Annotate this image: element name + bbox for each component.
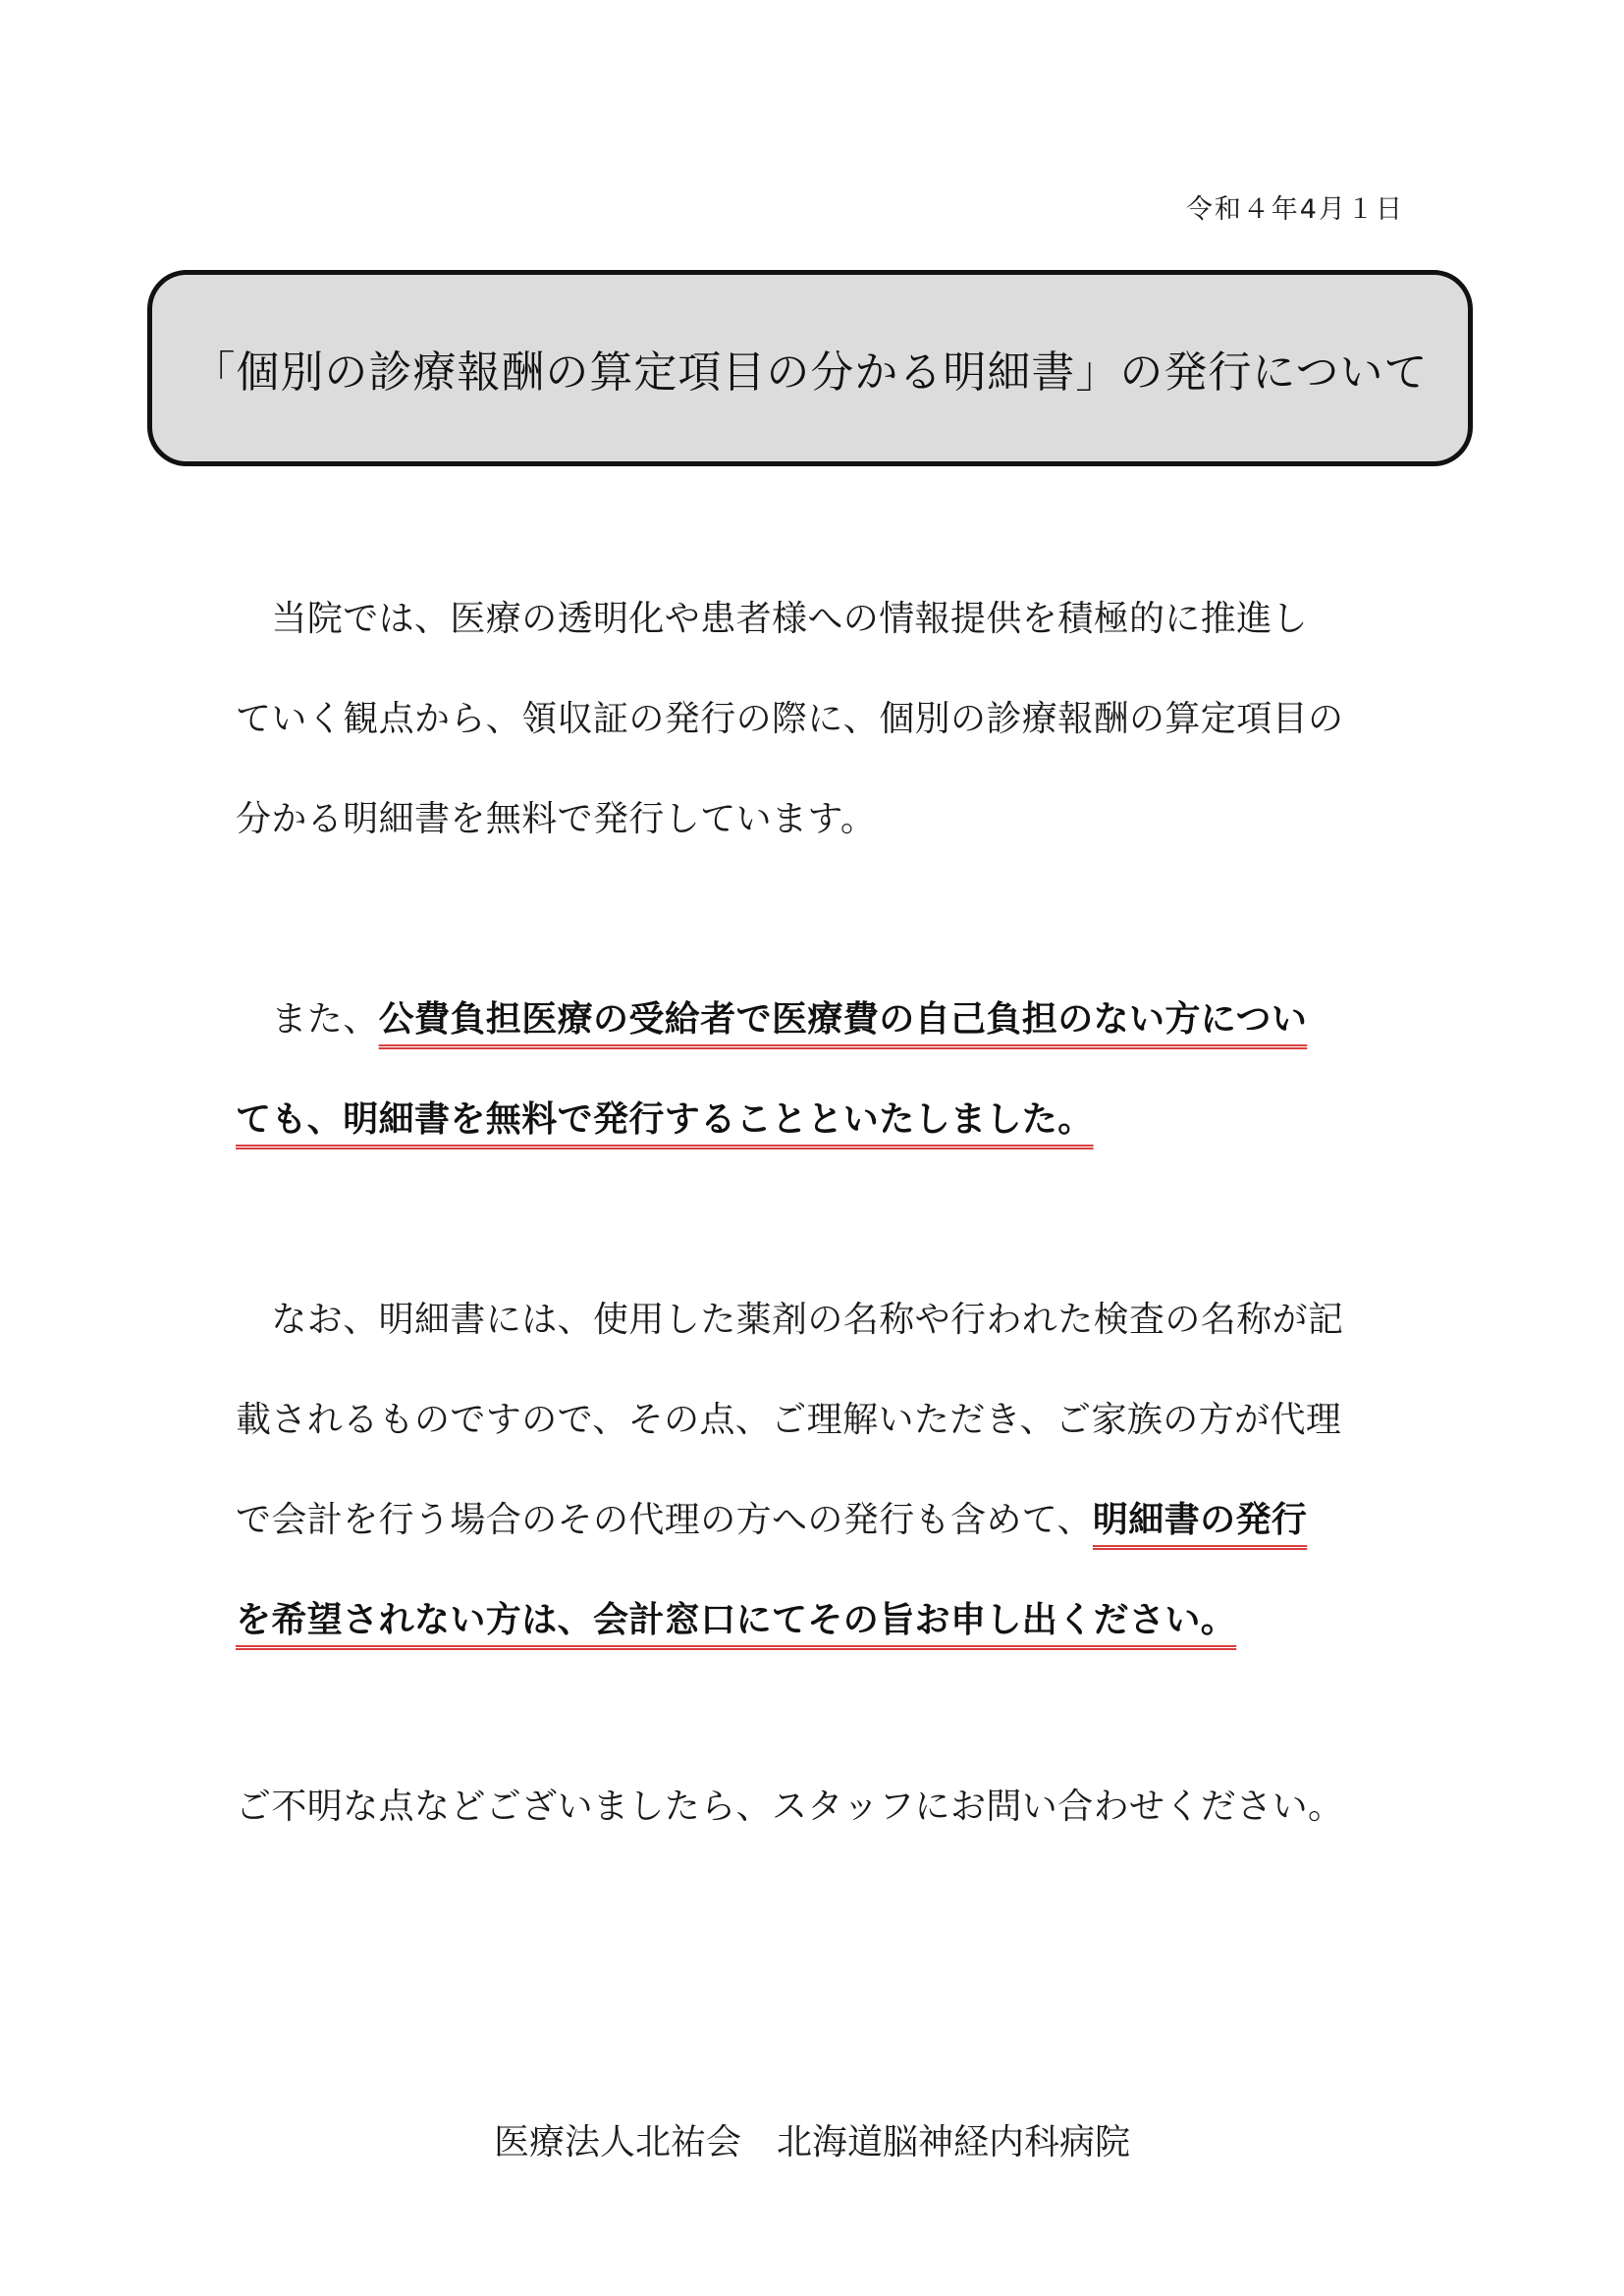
hospital-name: 医療法人北祐会 北海道脳神経内科病院 <box>493 2122 1130 2163</box>
paragraph-intro <box>236 569 1404 870</box>
paragraph-line: ご不明な点などございましたら、スタッフにお問い合わせください。 <box>236 1787 1344 1827</box>
document-date: 令和４年4月１日 <box>1185 194 1404 225</box>
paragraph-line: 載されるものですので、その点、ご理解いただき、ご家族の方が代理 <box>236 1400 1342 1440</box>
highlighted-text: ても、明細書を無料で発行することといたしました。 <box>236 1099 1094 1140</box>
paragraph-line <box>236 1571 1404 1671</box>
paragraph-line: 当院では、医療の透明化や患者様への情報提供を積極的に推進し <box>236 599 1309 639</box>
highlighted-text: を希望されない方は、会計窓口にてその旨お申し出ください。 <box>236 1600 1237 1640</box>
paragraph-line: 分かる明細書を無料で発行しています。 <box>236 799 877 839</box>
paragraph-text: で会計を行う場合のその代理の方への発行も含めて、 <box>236 1500 1093 1540</box>
title-box <box>147 270 1473 466</box>
paragraph-contact <box>236 1757 1404 1857</box>
paragraph-public-expense <box>236 970 1404 1170</box>
paragraph-line <box>236 1470 1404 1571</box>
paragraph-opt-out <box>236 1270 1404 1671</box>
paragraph-line <box>236 970 1404 1070</box>
paragraph-line: ていく観点から、領収証の発行の際に、個別の診療報酬の算定項目の <box>236 699 1344 739</box>
paragraph-line: なお、明細書には、使用した薬剤の名称や行われた検査の名称が記 <box>236 1300 1344 1340</box>
highlighted-text: 公費負担医療の受給者で医療費の自己負担のない方につい <box>378 999 1308 1040</box>
highlighted-text: 明細書の発行 <box>1092 1500 1308 1540</box>
paragraph-text: また、 <box>236 999 379 1040</box>
paragraph-line <box>236 1070 1404 1170</box>
document-title: 「個別の診療報酬の算定項目の分かる明細書」の発行について <box>191 347 1429 398</box>
